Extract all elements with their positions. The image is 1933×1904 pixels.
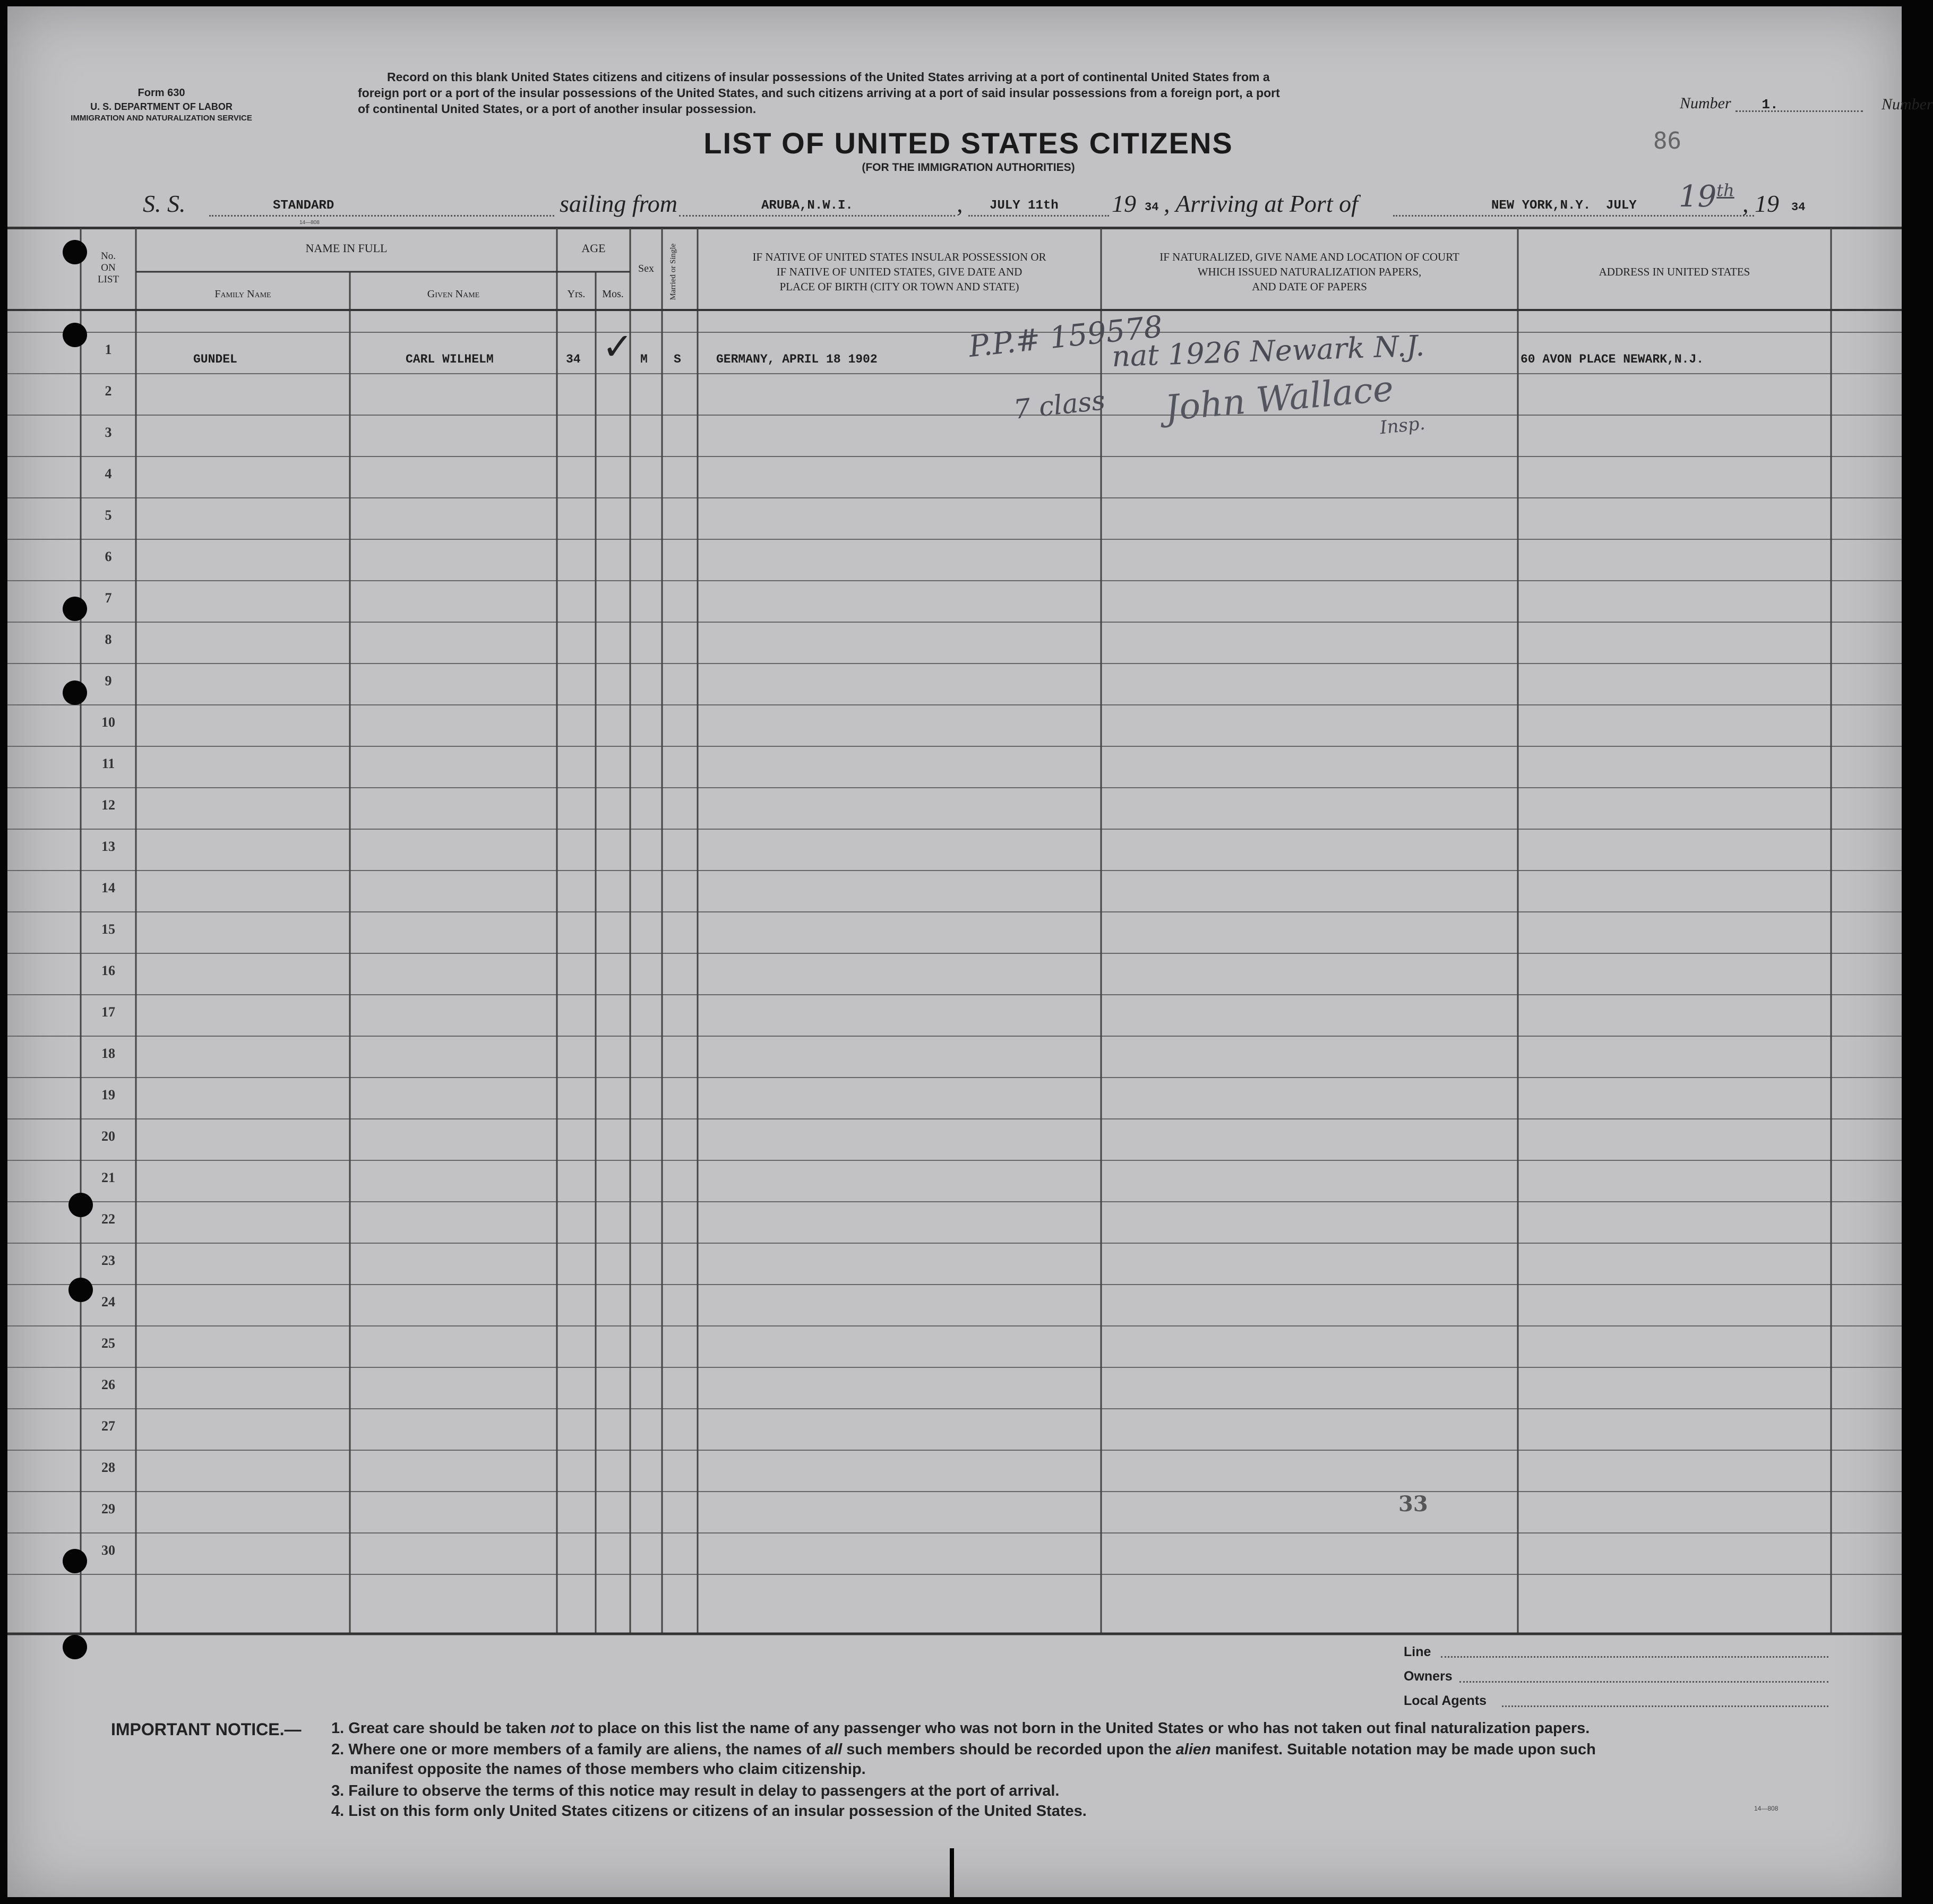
col-naturalized: IF NATURALIZED, GIVE NAME AND LOCATION OF COURT WHICH ISSUED NATURALIZATION PAPERS, AND DATE OF PAPERS: [1159, 251, 1459, 293]
row-number: 23: [101, 1253, 115, 1268]
col-sex: Sex: [638, 263, 654, 274]
passport-note: P.P.# 159578: [967, 309, 1165, 364]
arriving-text: Arriving at Port of: [1175, 190, 1358, 217]
inspector-title: Insp.: [1379, 412, 1427, 439]
notice-item-3: 3. Failure to observe the terms of this notice may result in delay to passengers at the port of arrival.: [331, 1782, 1060, 1799]
punch-hole: [63, 323, 87, 347]
notice-code: 14—808: [1754, 1805, 1779, 1812]
row-number: 8: [105, 632, 112, 647]
punch-hole: [68, 1193, 93, 1217]
entry-marital-status: S: [674, 352, 681, 366]
date-from: JULY 11th: [990, 199, 1059, 213]
row-number: 15: [101, 921, 115, 937]
row-number: 10: [101, 714, 115, 730]
col-address: ADDRESS IN UNITED STATES: [1599, 265, 1750, 278]
owners-field: [1459, 1681, 1828, 1683]
row-number: 24: [101, 1294, 115, 1309]
col-mos: Mos.: [602, 288, 624, 300]
row-number: 22: [101, 1211, 115, 1227]
col-married: Married or Single: [669, 243, 677, 300]
entry-birth: GERMANY, APRIL 18 1902: [716, 352, 878, 366]
col-yrs: Yrs.: [567, 288, 586, 300]
entry-family-name: GUNDEL: [193, 352, 237, 366]
punch-hole: [63, 1549, 87, 1573]
punch-hole: [63, 680, 87, 705]
notice-item-2-cont: manifest opposite the names of those members who claim citizenship.: [350, 1761, 866, 1778]
arriving-label: , Arriving at Port of: [1164, 190, 1358, 217]
agents-label: Local Agents: [1404, 1693, 1487, 1708]
check-mark: ✓: [602, 325, 633, 368]
column-rules: [81, 228, 1831, 1634]
ss-label: S. S.: [143, 190, 186, 217]
row-number: 7: [105, 590, 112, 606]
row-number: 4: [105, 466, 112, 481]
row-number: 19: [101, 1087, 115, 1102]
instructions-line-2: foreign port or a port of the insular possessions of the United States, and such citizens arriving at a port of said insular possessions from a foreign port, a port: [358, 86, 1280, 100]
row-number: 18: [101, 1046, 115, 1061]
row-number: 9: [105, 673, 112, 688]
entry-address: 60 AVON PLACE NEWARK,N.J.: [1520, 352, 1704, 366]
row-number: 28: [101, 1460, 115, 1475]
row-number: 14: [101, 880, 115, 895]
year-to: 34: [1791, 201, 1806, 214]
notice-1a: 1. Great care should be taken: [331, 1720, 551, 1737]
department: U. S. DEPARTMENT OF LABOR: [90, 101, 233, 112]
agents-field: [1502, 1705, 1828, 1707]
notice-item-1: [331, 1720, 1590, 1737]
page-subtitle: (FOR THE IMMIGRATION AUTHORITIES): [862, 161, 1075, 174]
notice-2d: alien: [1175, 1741, 1211, 1758]
line-field: [1441, 1656, 1828, 1658]
row-number: 11: [101, 756, 115, 771]
row-number: 21: [101, 1170, 115, 1185]
notice-2c: such members should be recorded upon the: [842, 1741, 1176, 1758]
number-value: 1.: [1762, 97, 1779, 113]
col-birth: IF NATIVE OF UNITED STATES INSULAR POSSESSION OR IF NATIVE OF UNITED STATES, GIVE DATE AND PLACE OF BIRTH (CITY OR TOWN AND STATE): [752, 251, 1046, 293]
notice-2a: 2. Where one or more members of a family are aliens, the names of: [331, 1741, 825, 1758]
manifest-sheet: [7, 6, 1933, 1897]
form-number: Form 630: [138, 87, 185, 99]
page-stamp: 33: [1398, 1492, 1428, 1517]
row-number: 17: [101, 1004, 115, 1020]
row-number: 30: [101, 1543, 115, 1558]
row-number: 25: [101, 1336, 115, 1351]
inspector-signature: John Wallace: [1163, 368, 1395, 429]
row-number: 1: [105, 342, 112, 357]
col-name-in-full: NAME IN FULL: [305, 242, 388, 255]
naturalization-note: nat 1926 Newark N.J.: [1111, 329, 1425, 374]
owners-label: Owners: [1404, 1669, 1453, 1684]
number-label: Number: [1882, 96, 1933, 113]
notice-heading: IMPORTANT NOTICE.—: [111, 1720, 302, 1739]
day-to-suffix: th: [1716, 180, 1734, 201]
row-number: 29: [101, 1501, 115, 1517]
col-given-name: Given Name: [427, 288, 480, 300]
entry-age-years: 34: [566, 352, 581, 366]
port-from: ARUBA,N.W.I.: [761, 199, 853, 213]
year-prefix-2: , 19: [1742, 190, 1779, 217]
paper-tear: [950, 1848, 954, 1897]
punch-hole: [63, 597, 87, 621]
notice-1c: to place on this list the name of any passenger who was not born in the United States or who has not taken out final naturalization papers.: [574, 1720, 1590, 1737]
page-title: LIST OF UNITED STATES CITIZENS: [703, 126, 1233, 160]
notice-1b: not: [550, 1720, 574, 1737]
entry-sex: M: [640, 352, 648, 366]
punch-hole: [63, 240, 87, 264]
service: IMMIGRATION AND NATURALIZATION SERVICE: [71, 114, 252, 123]
sailing-label: sailing from: [560, 190, 677, 217]
col-age: AGE: [581, 242, 606, 255]
instructions-line-3: of continental United States, or a port of another insular possession.: [358, 102, 757, 116]
port-to: NEW YORK,N.Y. JULY: [1491, 199, 1637, 213]
row-number: 2: [105, 383, 112, 399]
row-number: 26: [101, 1377, 115, 1392]
notice-item-2: [331, 1741, 1596, 1759]
printer-code: 14—808: [299, 220, 320, 226]
notice-item-4: 4. List on this form only United States citizens or citizens of an insular possession of the United States.: [331, 1803, 1087, 1820]
notice-2b: all: [824, 1741, 843, 1758]
row-number: 13: [101, 839, 115, 854]
col-no: No. ON LIST: [97, 251, 119, 285]
row-number: 27: [101, 1418, 115, 1434]
entry-given-name: CARL WILHELM: [406, 352, 494, 366]
year-prefix-2-text: 19: [1755, 190, 1779, 217]
punch-hole: [68, 1278, 93, 1302]
row-number: 3: [105, 425, 112, 440]
number-caption: Number: [1680, 94, 1731, 112]
class-note: 7 class: [1012, 385, 1107, 425]
stamp-number: 86: [1653, 127, 1681, 154]
row-rules: [7, 332, 1902, 1574]
year-from: 34: [1145, 201, 1159, 214]
row-number: 12: [101, 797, 115, 813]
punch-hole: [63, 1635, 87, 1659]
row-number: 5: [105, 507, 112, 523]
row-number: 16: [101, 963, 115, 978]
day-to-number: 19: [1679, 179, 1717, 214]
col-family-name: Family Name: [214, 288, 271, 300]
row-number: 6: [105, 549, 112, 564]
comma-1: ,: [957, 190, 963, 217]
ship-name: STANDARD: [273, 199, 334, 213]
row-number: 20: [101, 1128, 115, 1144]
instructions-line-1: Record on this blank United States citizens and citizens of insular possessions of the United States arriving at a port of continental United States from a: [387, 70, 1270, 84]
year-prefix: 19: [1112, 190, 1136, 217]
notice-2e: manifest. Suitable notation may be made upon such: [1210, 1741, 1596, 1758]
line-label: Line: [1404, 1644, 1431, 1659]
